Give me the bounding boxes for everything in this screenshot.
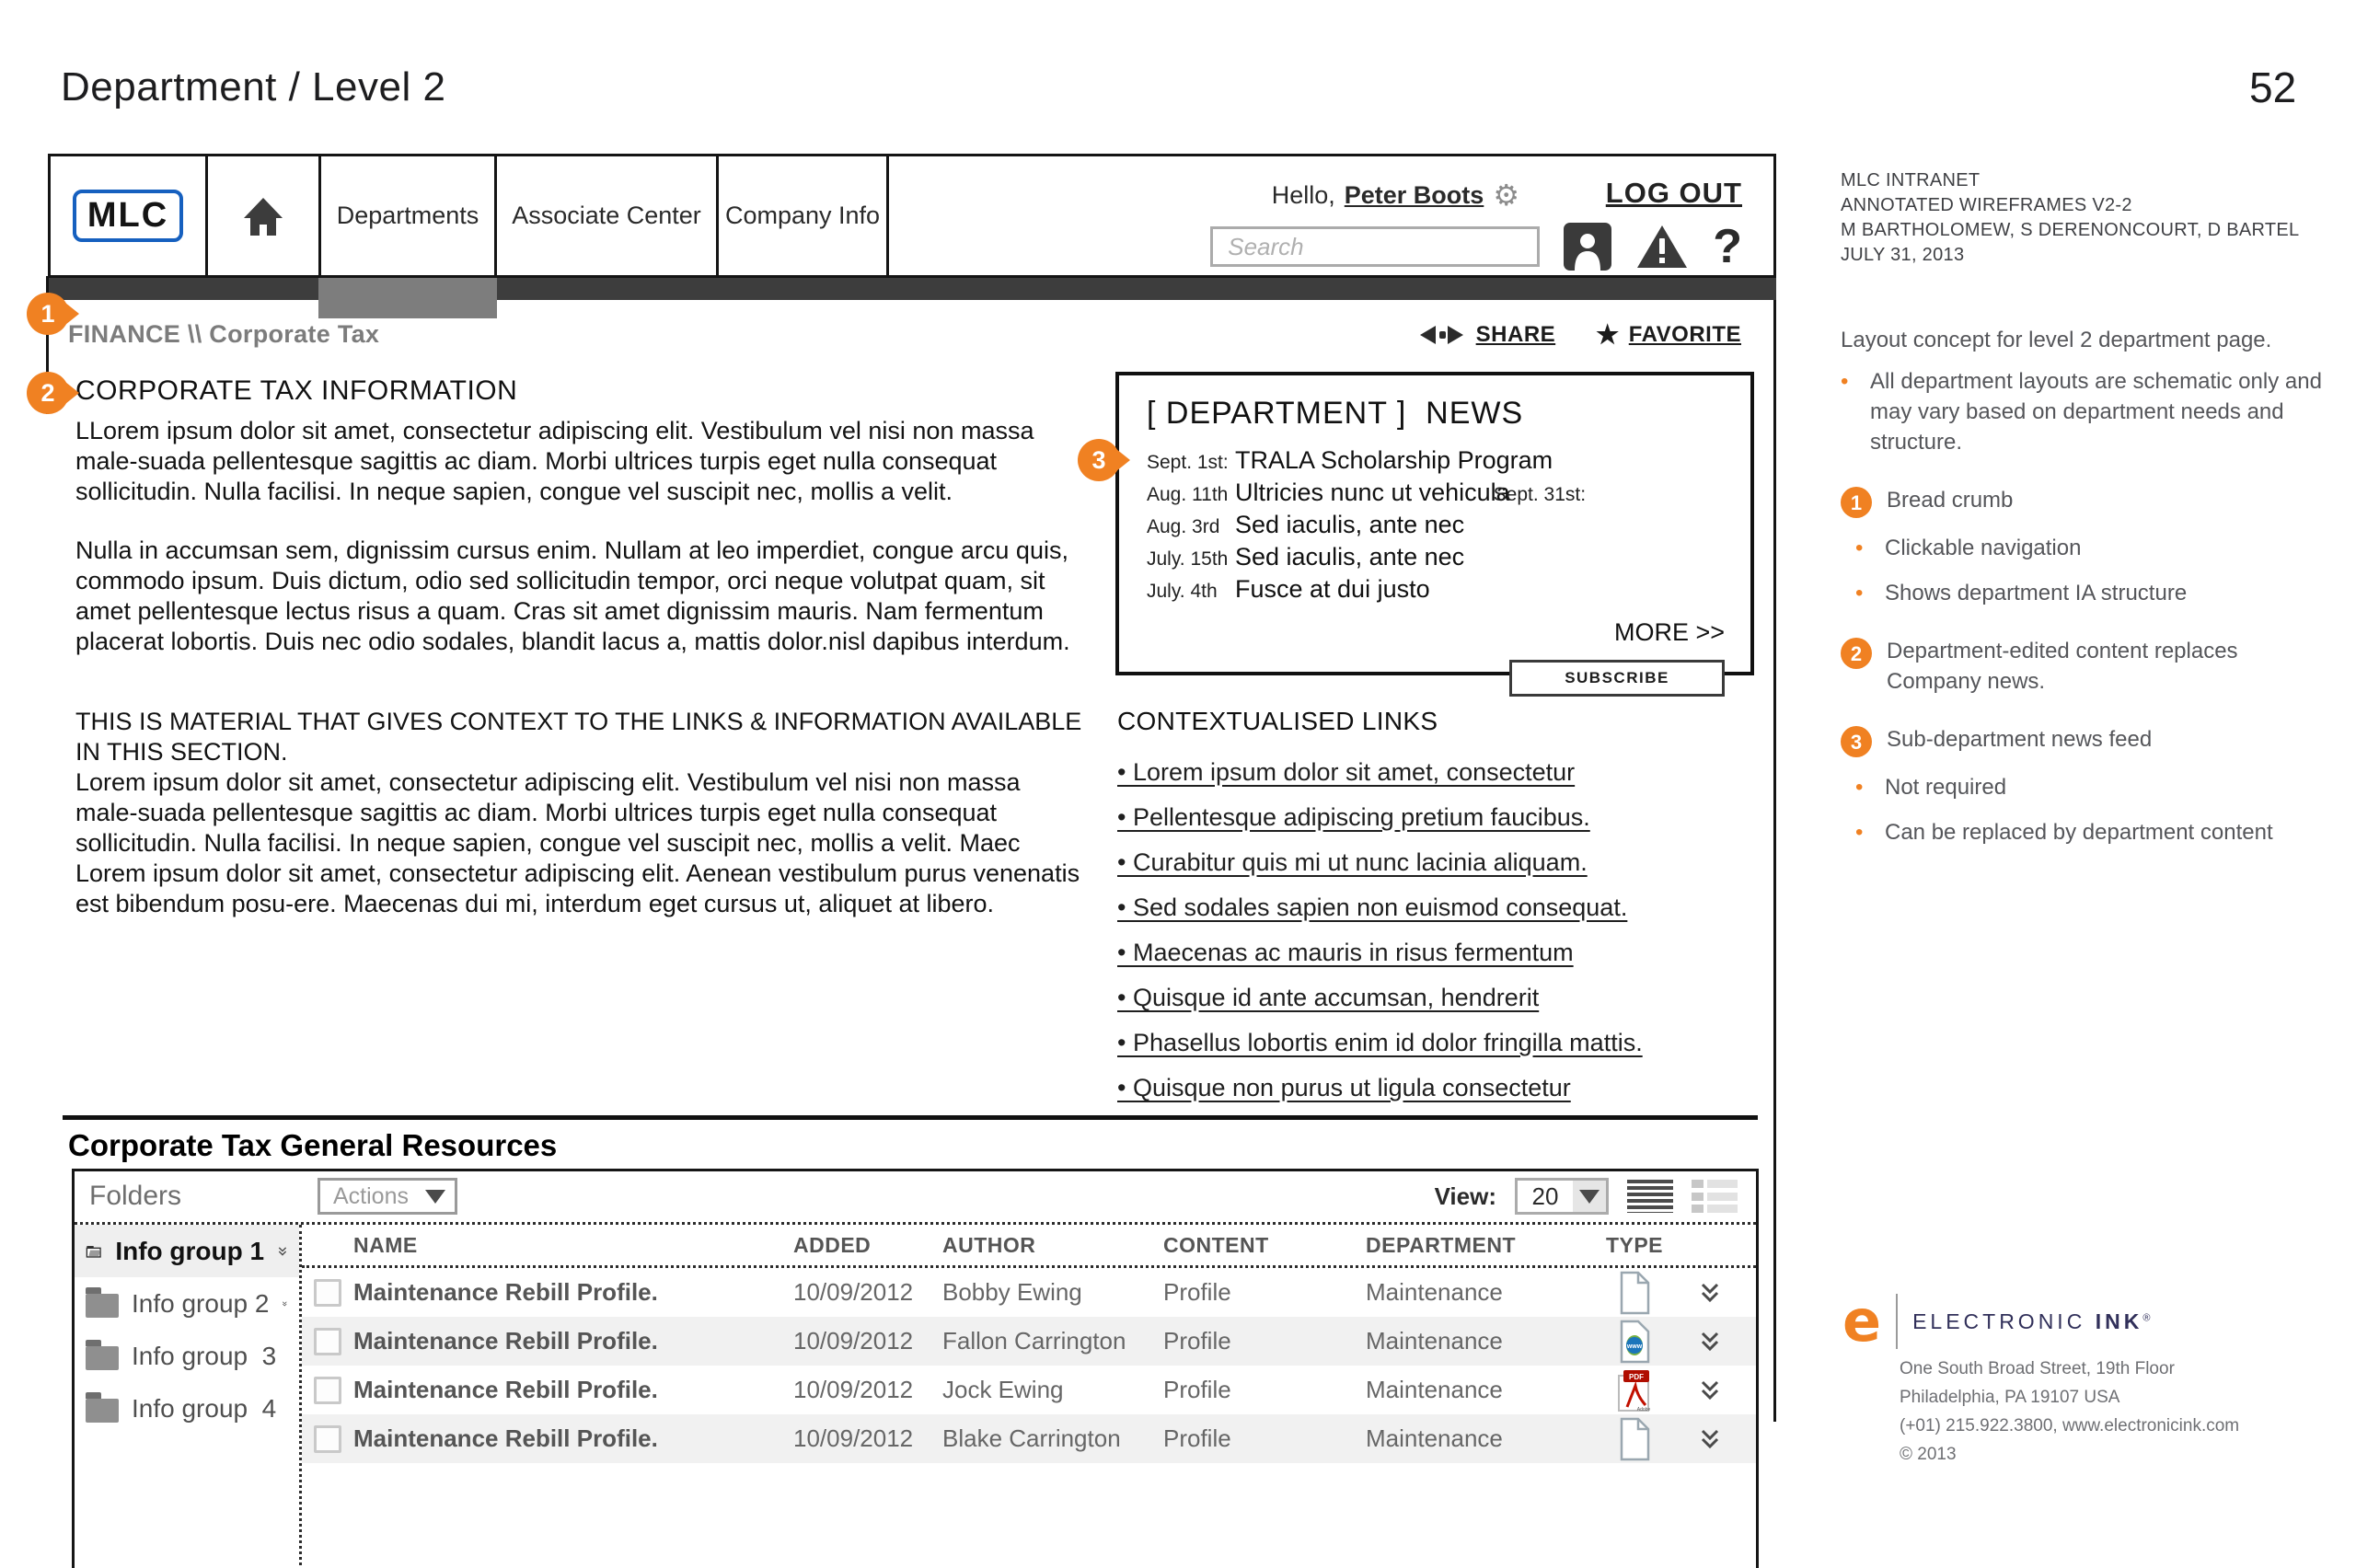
news-headline: Fusce at dui justo bbox=[1235, 575, 1430, 603]
news-item[interactable] bbox=[1147, 446, 1725, 478]
news-item[interactable] bbox=[1147, 543, 1725, 575]
column-header-author[interactable]: AUTHOR bbox=[942, 1232, 1036, 1257]
open-folder-icon bbox=[86, 1237, 102, 1266]
help-button[interactable]: ? bbox=[1713, 220, 1742, 273]
agency-logo-row bbox=[1842, 1287, 2239, 1355]
agency-brand bbox=[1912, 1309, 2154, 1334]
divider bbox=[1896, 1294, 1898, 1349]
news-date: July. 15th bbox=[1147, 548, 1229, 570]
article-paragraph-3: Lorem ipsum dolor sit amet, consectetur adipiscing elit. Vestibulum vel nisi non massa male-suada pellentesque sagittis ac diam. Morbi ultrices turpis eget nulla consequat sollicitudin. Nulla facilisi. In neque sapien, congue vel suscipit nec, mollis a velit. Maec Lorem ipsum dolor sit amet, consectetur adipiscing elit. Aenean vestibulum purus venenatis est bibendum posu-ere. Maecenas dui mi, interdum eget cursus ut, aliquet at libero. bbox=[75, 768, 1080, 917]
greeting-text: Hello, bbox=[1271, 180, 1335, 209]
annotation-number-icon: 1 bbox=[1841, 487, 1872, 518]
document-file-icon bbox=[1617, 1417, 1652, 1461]
copyright: © 2013 bbox=[1900, 1445, 1957, 1464]
breadcrumb[interactable]: FINANCE \\ Corporate Tax bbox=[68, 320, 380, 348]
agency-footer bbox=[1842, 1287, 2240, 1469]
row-added: 10/09/2012 bbox=[793, 1376, 914, 1403]
resources-body bbox=[75, 1225, 1756, 1568]
meta-line: M BARTHOLOMEW, S DERENONCOURT, D BARTEL bbox=[1841, 220, 2300, 240]
column-header-content[interactable]: CONTENT bbox=[1163, 1232, 1269, 1257]
news-date: July. 4th bbox=[1147, 581, 1218, 602]
meta-line: MLC INTRANET bbox=[1841, 170, 1981, 190]
annotation-notes bbox=[1841, 325, 2338, 847]
search-input[interactable] bbox=[1226, 232, 1542, 262]
news-date: Aug. 11th bbox=[1147, 484, 1229, 505]
resources-panel bbox=[72, 1169, 1759, 1568]
resources-toolbar bbox=[75, 1171, 1756, 1225]
bullet-text: All department layouts are schematic only and may vary based on department needs and structure. bbox=[1870, 369, 2322, 455]
news-title: [ DEPARTMENT ] NEWS bbox=[1147, 396, 1524, 431]
wireframe-canvas bbox=[48, 154, 1776, 1452]
annotation-item-3 bbox=[1841, 724, 2338, 757]
row-department: Maintenance bbox=[1366, 1327, 1503, 1355]
logout-link[interactable]: LOG OUT bbox=[1605, 177, 1742, 209]
folder-item-info-group-2[interactable] bbox=[75, 1277, 299, 1330]
double-chevron-down-icon[interactable] bbox=[1698, 1329, 1722, 1355]
table-row[interactable] bbox=[302, 1366, 1756, 1414]
nav-tab-company-info[interactable] bbox=[719, 156, 889, 275]
greeting bbox=[1271, 178, 1519, 213]
article-paragraph-1: LLorem ipsum dolor sit amet, consectetur adipiscing elit. Vestibulum vel nisi non massa male-suada pellentesque sagittis ac diam. Morbi ultrices turpis eget nulla consequat sollicitudin. Nulla facilisi. In neque sapien, congue vel suscipit nec, mollis a velit. bbox=[75, 417, 1034, 505]
folder-item-info-group-1[interactable] bbox=[75, 1225, 299, 1277]
folders-label: Folders bbox=[89, 1181, 182, 1211]
home-button[interactable] bbox=[208, 156, 321, 275]
annotation-sub-bullet bbox=[1855, 817, 2338, 847]
column-header-type[interactable]: TYPE bbox=[1605, 1232, 1664, 1257]
address-line: One South Broad Street, 19th Floor bbox=[1900, 1359, 2175, 1378]
list-view-toggle[interactable] bbox=[1627, 1180, 1673, 1213]
bullet-icon: • bbox=[1841, 369, 1849, 394]
row-checkbox[interactable] bbox=[314, 1328, 341, 1355]
svg-text:Adobe: Adobe bbox=[1636, 1406, 1651, 1412]
row-department: Maintenance bbox=[1366, 1424, 1503, 1452]
annotation-number-icon: 2 bbox=[1841, 638, 1872, 669]
row-content: Profile bbox=[1163, 1327, 1231, 1355]
row-name: Maintenance Rebill Profile. bbox=[353, 1327, 658, 1355]
row-checkbox[interactable] bbox=[314, 1377, 341, 1404]
news-more-link[interactable]: MORE >> bbox=[1613, 618, 1725, 646]
site-header bbox=[48, 154, 1776, 278]
department-news-panel bbox=[1115, 372, 1754, 686]
registered-mark: ® bbox=[2142, 1311, 2154, 1323]
folder-label: Info group 1 bbox=[115, 1236, 265, 1265]
detail-view-toggle[interactable] bbox=[1692, 1180, 1738, 1213]
news-extra-date: Sept. 31st: bbox=[1493, 484, 1587, 505]
folder-item-info-group-4[interactable] bbox=[75, 1382, 299, 1435]
news-headline: Sed iaculis, ante nec bbox=[1235, 543, 1465, 571]
row-name: Maintenance Rebill Profile. bbox=[353, 1424, 658, 1452]
news-date: Aug. 3rd bbox=[1147, 516, 1220, 537]
double-chevron-down-icon[interactable] bbox=[1698, 1378, 1722, 1403]
annotation-sub-bullet bbox=[1855, 533, 2338, 563]
agency-address bbox=[1900, 1355, 2239, 1469]
double-chevron-down-icon[interactable] bbox=[1698, 1426, 1722, 1452]
column-header-added[interactable]: ADDED bbox=[793, 1232, 872, 1257]
share-label: SHARE bbox=[1475, 321, 1556, 347]
annotation-title: Sub-department news feed bbox=[1887, 727, 2153, 752]
annotation-title: Bread crumb bbox=[1887, 488, 2014, 513]
folder-label: Info group 4 bbox=[132, 1393, 277, 1423]
annotation-intro: Layout concept for level 2 department page. bbox=[1841, 328, 2272, 352]
news-headline: Ultricies nunc ut vehicula bbox=[1235, 478, 1510, 506]
row-added: 10/09/2012 bbox=[793, 1278, 914, 1306]
table-row[interactable] bbox=[302, 1317, 1756, 1366]
mlc-logo[interactable] bbox=[73, 190, 183, 242]
annotation-marker-3: 3 bbox=[1078, 439, 1120, 481]
bullet-text: Shows department IA structure bbox=[1885, 581, 2188, 605]
table-row[interactable] bbox=[302, 1268, 1756, 1317]
column-header-name[interactable]: NAME bbox=[353, 1232, 418, 1257]
contextualised-links-heading: CONTEXTUALISED LINKS bbox=[1117, 707, 1438, 735]
page-title: Department / Level 2 bbox=[61, 64, 446, 110]
bullet-icon: • bbox=[1855, 775, 1864, 800]
table-row[interactable] bbox=[302, 1414, 1756, 1463]
home-icon bbox=[241, 195, 285, 237]
actions-label: Actions bbox=[333, 1182, 409, 1209]
row-author: Bobby Ewing bbox=[942, 1278, 1082, 1306]
user-name-link[interactable]: Peter Boots bbox=[1344, 180, 1484, 209]
svg-text:www: www bbox=[1626, 1343, 1643, 1350]
row-content: Profile bbox=[1163, 1376, 1231, 1403]
nav-active-tab-highlight bbox=[318, 278, 497, 318]
bullet-icon: • bbox=[1855, 536, 1864, 560]
actions-dropdown[interactable] bbox=[318, 1178, 457, 1215]
article-heading: CORPORATE TAX INFORMATION bbox=[75, 375, 518, 406]
annotation-sidebar bbox=[1841, 168, 2338, 847]
brand-text: ELECTRONIC bbox=[1912, 1309, 2096, 1333]
resources-title: Corporate Tax General Resources bbox=[68, 1128, 558, 1162]
nav-tab-departments[interactable] bbox=[321, 156, 497, 275]
context-heading: THIS IS MATERIAL THAT GIVES CONTEXT TO THE LINKS & INFORMATION AVAILABLE IN THIS SECTION. bbox=[75, 708, 1082, 766]
news-headline: TRALA Scholarship Program bbox=[1235, 446, 1553, 474]
row-name: Maintenance Rebill Profile. bbox=[353, 1278, 658, 1306]
context-link[interactable]: • Sed sodales sapien non euismod consequat. bbox=[1117, 894, 1628, 921]
logo-cell[interactable] bbox=[51, 156, 208, 275]
folder-icon bbox=[86, 1294, 119, 1318]
double-chevron-down-icon[interactable] bbox=[1698, 1280, 1722, 1306]
bullet-icon: • bbox=[1855, 581, 1864, 605]
row-author: Jock Ewing bbox=[942, 1376, 1064, 1403]
folder-label: Info group 3 bbox=[132, 1341, 277, 1370]
meta-line: JULY 31, 2013 bbox=[1841, 245, 1965, 265]
nav-tab-associate-center[interactable] bbox=[497, 156, 719, 275]
search-box[interactable] bbox=[1210, 226, 1540, 267]
page-number: 52 bbox=[2249, 63, 2297, 111]
contextualised-links bbox=[1117, 707, 1771, 1119]
page-actions bbox=[1417, 319, 1741, 349]
nav-label: Company Info bbox=[724, 202, 881, 229]
table-header-row bbox=[302, 1225, 1756, 1268]
section-divider bbox=[63, 1115, 1758, 1120]
nav-underbar bbox=[48, 278, 1776, 300]
bullet-text: Not required bbox=[1885, 775, 2007, 800]
news-headline: Sed iaculis, ante nec bbox=[1235, 511, 1465, 538]
row-department: Maintenance bbox=[1366, 1376, 1503, 1403]
webpage-file-icon bbox=[1617, 1320, 1652, 1364]
context-link[interactable]: • Curabitur quis mi ut nunc lacinia aliquam. bbox=[1117, 848, 1588, 876]
context-link[interactable]: • Phasellus lobortis enim id dolor fringilla mattis. bbox=[1117, 1029, 1643, 1056]
annotation-item-2 bbox=[1841, 636, 2338, 697]
svg-text:PDF: PDF bbox=[1629, 1372, 1644, 1381]
folder-icon bbox=[86, 1399, 119, 1423]
mlc-logo-text: MLC bbox=[87, 196, 169, 235]
news-item[interactable] bbox=[1147, 478, 1725, 511]
double-chevron-down-icon[interactable] bbox=[277, 1239, 288, 1264]
row-content: Profile bbox=[1163, 1424, 1231, 1452]
meta-line: ANNOTATED WIREFRAMES V2-2 bbox=[1841, 195, 2132, 215]
pdf-file-icon bbox=[1616, 1368, 1653, 1412]
chevron-down-icon bbox=[425, 1190, 445, 1204]
column-header-department[interactable]: DEPARTMENT bbox=[1366, 1232, 1517, 1257]
annotation-marker-1: 1 bbox=[27, 293, 69, 335]
news-item[interactable] bbox=[1147, 511, 1725, 543]
view-count-value: 20 bbox=[1531, 1182, 1559, 1210]
favorite-label: FAVORITE bbox=[1628, 321, 1741, 347]
chevron-down-icon bbox=[1579, 1190, 1600, 1204]
row-added: 10/09/2012 bbox=[793, 1327, 914, 1355]
breadcrumb-row bbox=[68, 320, 1741, 349]
brand-text-bold: INK bbox=[2095, 1309, 2143, 1333]
news-date: Sept. 1st: bbox=[1147, 452, 1229, 473]
bullet-text: Clickable navigation bbox=[1885, 536, 2082, 560]
alert-button[interactable] bbox=[1635, 224, 1689, 270]
electronic-ink-logo: e bbox=[1842, 1287, 1882, 1355]
annotation-sub-bullet bbox=[1855, 772, 2338, 802]
view-count-arrow bbox=[1573, 1181, 1606, 1212]
header-utility-area bbox=[889, 156, 1773, 275]
article-paragraph-2: Nulla in accumsan sem, dignissim cursus enim. Nullam at leo imperdiet, congue arcu quis, commodo ipsum. Duis dictum, odio sed sollicitudin tempor, orci neque volutpat quam, sit amet pellentesque lectus risus a quam. Cras sit amet dignissim mauris. Nam fermentum placerat lobortis. Duis nec odio sodales, blandit lacus a, mattis dolor.nisl dapibus interdum. bbox=[75, 536, 1070, 655]
context-link[interactable]: • Lorem ipsum dolor sit amet, consectetur bbox=[1117, 758, 1576, 786]
view-count-select[interactable] bbox=[1515, 1178, 1609, 1215]
search-row bbox=[1210, 220, 1742, 273]
annotation-item-1 bbox=[1841, 485, 2338, 518]
contact-line: (+01) 215.922.3800, www.electronicink.com bbox=[1900, 1416, 2240, 1435]
news-item[interactable] bbox=[1147, 575, 1725, 607]
gear-icon[interactable]: ⚙ bbox=[1493, 178, 1519, 213]
star-icon: ★ bbox=[1596, 319, 1620, 349]
row-author: Fallon Carrington bbox=[942, 1327, 1126, 1355]
share-action[interactable] bbox=[1417, 322, 1556, 348]
project-meta bbox=[1841, 168, 2338, 268]
context-link[interactable]: • Quisque non purus ut ligula consectetur bbox=[1117, 1074, 1571, 1101]
row-checkbox[interactable] bbox=[314, 1425, 341, 1453]
favorite-action[interactable] bbox=[1596, 319, 1741, 349]
person-icon bbox=[1567, 228, 1608, 271]
bullet-icon: • bbox=[1855, 820, 1864, 845]
nav-label: Associate Center bbox=[512, 202, 701, 229]
bullet-text: Can be replaced by department content bbox=[1885, 820, 2273, 845]
folders-column bbox=[75, 1225, 302, 1568]
annotation-bullet bbox=[1841, 366, 2338, 457]
row-department: Maintenance bbox=[1366, 1278, 1503, 1306]
view-controls bbox=[1435, 1178, 1738, 1215]
annotation-number-icon: 3 bbox=[1841, 726, 1872, 757]
address-line: Philadelphia, PA 19107 USA bbox=[1900, 1388, 2120, 1407]
context-link[interactable]: • Maecenas ac mauris in risus fermentum bbox=[1117, 939, 1574, 966]
row-added: 10/09/2012 bbox=[793, 1424, 914, 1452]
row-content: Profile bbox=[1163, 1278, 1231, 1306]
news-list bbox=[1147, 446, 1725, 607]
article-context-block bbox=[75, 707, 1088, 919]
nav-label: Departments bbox=[336, 202, 479, 229]
subscribe-button[interactable]: SUBSCRIBE bbox=[1509, 660, 1725, 697]
row-author: Blake Carrington bbox=[942, 1424, 1121, 1452]
folder-label: Info group 2 bbox=[132, 1288, 270, 1318]
frame-right-border bbox=[1773, 154, 1776, 1422]
document-file-icon bbox=[1617, 1271, 1652, 1315]
directory-button[interactable] bbox=[1564, 223, 1611, 271]
row-checkbox[interactable] bbox=[314, 1279, 341, 1307]
annotation-sub-bullet bbox=[1855, 578, 2338, 608]
share-icon bbox=[1417, 323, 1467, 347]
folder-icon bbox=[86, 1346, 119, 1370]
context-link[interactable]: • Quisque id ante accumsan, hendrerit bbox=[1117, 984, 1540, 1011]
row-name: Maintenance Rebill Profile. bbox=[353, 1376, 658, 1403]
context-link[interactable]: • Pellentesque adipiscing pretium faucibus. bbox=[1117, 803, 1590, 831]
resources-table bbox=[302, 1225, 1756, 1463]
annotation-title: Department-edited content replaces Company news. bbox=[1887, 639, 2238, 694]
folder-item-info-group-3[interactable] bbox=[75, 1330, 299, 1382]
double-chevron-down-icon[interactable] bbox=[282, 1291, 288, 1317]
view-label: View: bbox=[1434, 1182, 1496, 1210]
annotation-marker-2: 2 bbox=[27, 372, 69, 414]
